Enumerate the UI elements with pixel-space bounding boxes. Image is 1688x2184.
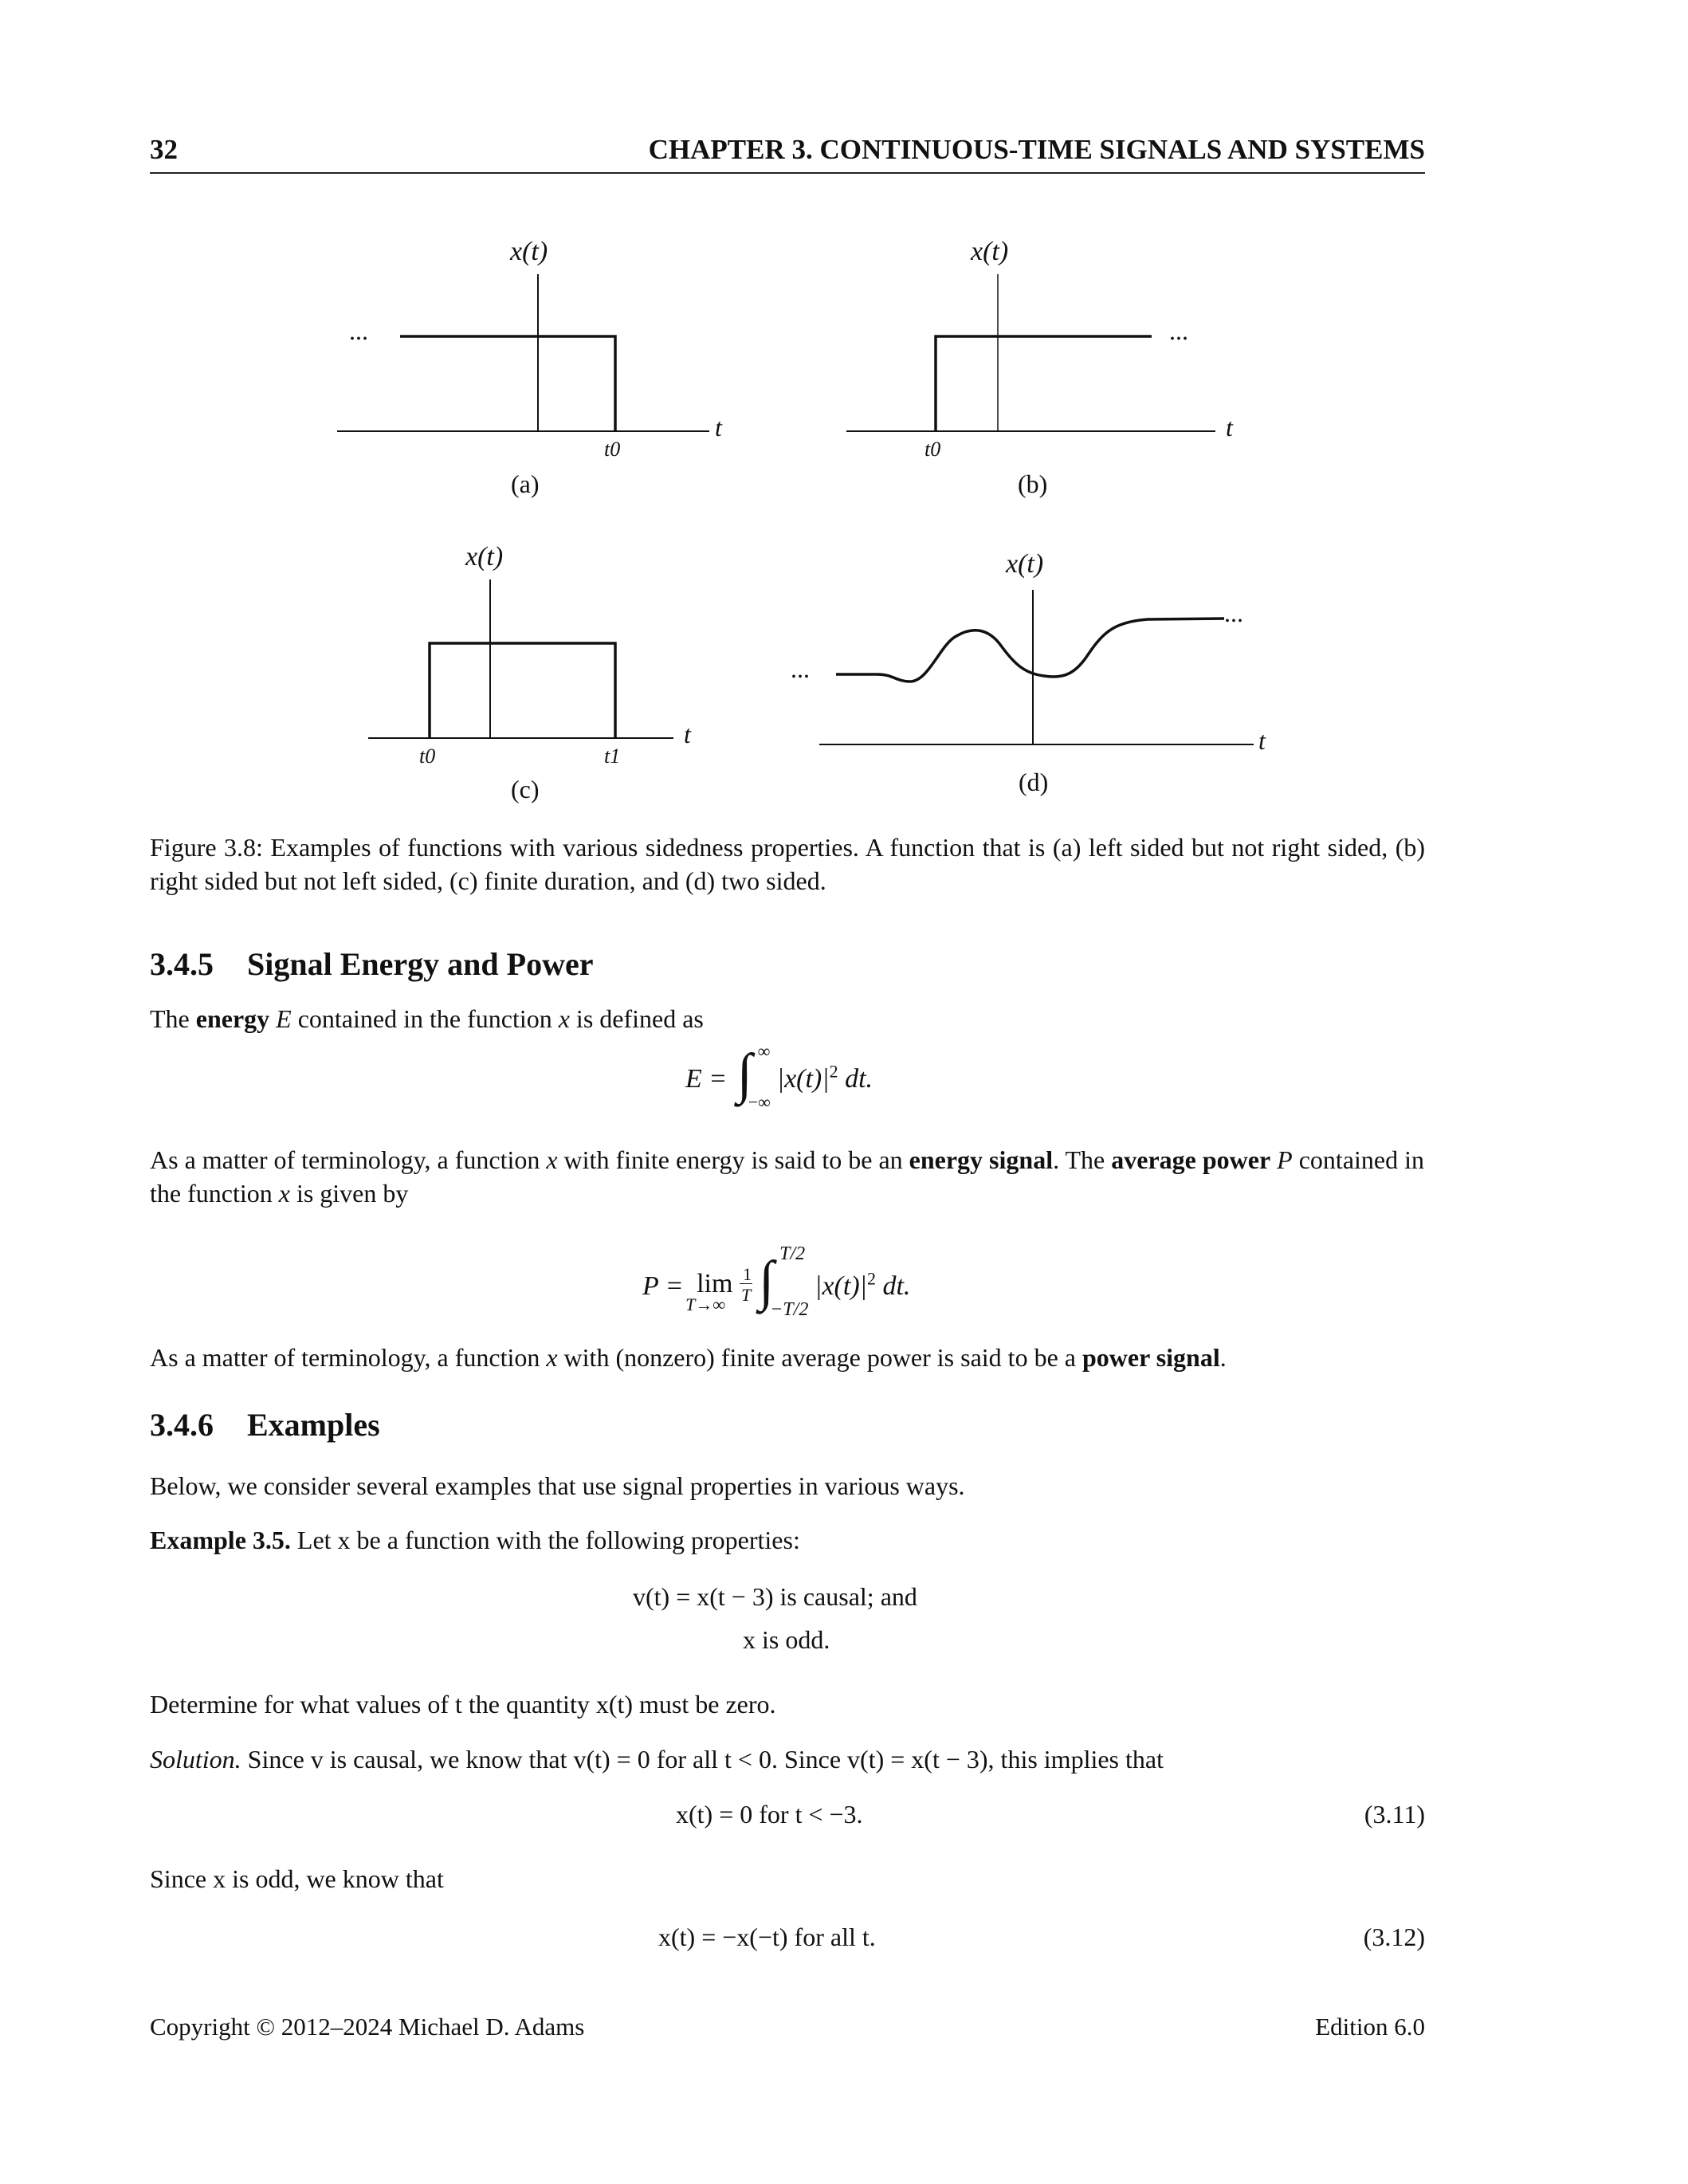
example-3-5-statement: Example 3.5. Let x be a function with the following properties: [150, 1526, 800, 1554]
tick-t0-c: t0 [419, 744, 436, 768]
y-label-c: x(t) [465, 542, 504, 572]
tick-t0-b: t0 [924, 438, 941, 461]
copyright: Copyright © 2012–2024 Michael D. Adams [150, 2013, 585, 2041]
term-average-power: average power [1111, 1145, 1271, 1174]
section-title: Signal Energy and Power [247, 946, 594, 982]
page-number: 32 [150, 134, 178, 165]
term-power-signal: power signal [1081, 1343, 1220, 1372]
tick-t1-c: t1 [604, 744, 621, 768]
plot-a [337, 274, 709, 431]
ellipsis-b: ... [1169, 316, 1188, 345]
equation-number-3-11: (3.11) [1364, 1800, 1425, 1829]
paragraph-examples-intro: Below, we consider several examples that use signal properties in various ways. [150, 1471, 965, 1500]
section-heading-3-4-5 [150, 945, 593, 983]
figure-3-8 [0, 0, 1688, 829]
subfig-label-b: (b) [1018, 469, 1048, 498]
paragraph-energy-def: The energy E contained in the function x is defined as [150, 1004, 704, 1033]
paragraph-power-signal: As a matter of terminology, a function x with (nonzero) finite average power is said to be a power signal. [150, 1343, 1227, 1372]
y-label-d: x(t) [1006, 549, 1044, 579]
figure-caption: Figure 3.8: Examples of functions with various sidedness properties. A function that is (a) left sided but not right sided, (b) right sided but not left sided, (c) finite duration, and (d) two sided. [150, 833, 1425, 895]
section-number: 3.4.6 [150, 1407, 214, 1443]
chapter-title: CHAPTER 3. CONTINUOUS-TIME SIGNALS AND SYSTEMS [648, 134, 1425, 165]
y-label-a: x(t) [510, 237, 548, 266]
section-heading-3-4-6 [150, 1406, 380, 1444]
ellipsis-a: ... [349, 316, 368, 345]
subfig-label-c: (c) [511, 775, 540, 803]
tick-t0-a: t0 [604, 438, 621, 461]
ellipsis-d-left: ... [791, 654, 810, 683]
x-label-b: t [1226, 413, 1233, 442]
example-label: Example 3.5. [150, 1526, 291, 1554]
equation-3-12: x(t) = −x(−t) for all t. [658, 1923, 876, 1951]
example-question: Determine for what values of t the quantity x(t) must be zero. [150, 1690, 776, 1719]
x-label-d: t [1258, 726, 1266, 755]
subfig-label-a: (a) [511, 469, 540, 498]
solution-paragraph: Solution. Since v is causal, we know that v(t) = 0 for all t < 0. Since v(t) = x(t − 3), this implies that [150, 1745, 1164, 1774]
equation-3-11: x(t) = 0 for t < −3. [676, 1800, 863, 1829]
plot-c [368, 579, 673, 738]
property-1: v(t) = x(t − 3) is causal; and [633, 1582, 917, 1611]
x-label-a: t [715, 413, 722, 442]
section-title: Examples [247, 1407, 380, 1443]
equation-energy: E = ∫ ∞ −∞ $|x(t)|^2$ dt. [685, 1041, 873, 1112]
term-energy-signal: energy signal [909, 1145, 1054, 1174]
property-2: x is odd. [743, 1625, 830, 1654]
term-energy: energy [195, 1004, 270, 1033]
edition: Edition 6.0 [1315, 2013, 1425, 2041]
equation-power: P = lim T→∞ $\frac{1}{T}$ ∫ T/2 −T/2 $|x(t)|^2$ dt. [642, 1243, 911, 1320]
paragraph-odd: Since x is odd, we know that [150, 1864, 444, 1893]
section-number: 3.4.5 [150, 946, 214, 982]
ellipsis-d-right: ... [1224, 599, 1243, 627]
solution-label: Solution. [150, 1745, 241, 1774]
y-label-b: x(t) [971, 237, 1009, 266]
plot-b [846, 274, 1215, 431]
paragraph-energy-signal: As a matter of terminology, a function x with finite energy is said to be an energy signal. The average power P contained in the function x is given by [150, 1145, 1424, 1208]
subfig-label-d: (d) [1019, 768, 1049, 796]
equation-number-3-12: (3.12) [1363, 1923, 1425, 1951]
plot-d [819, 590, 1254, 744]
x-label-c: t [684, 720, 691, 748]
